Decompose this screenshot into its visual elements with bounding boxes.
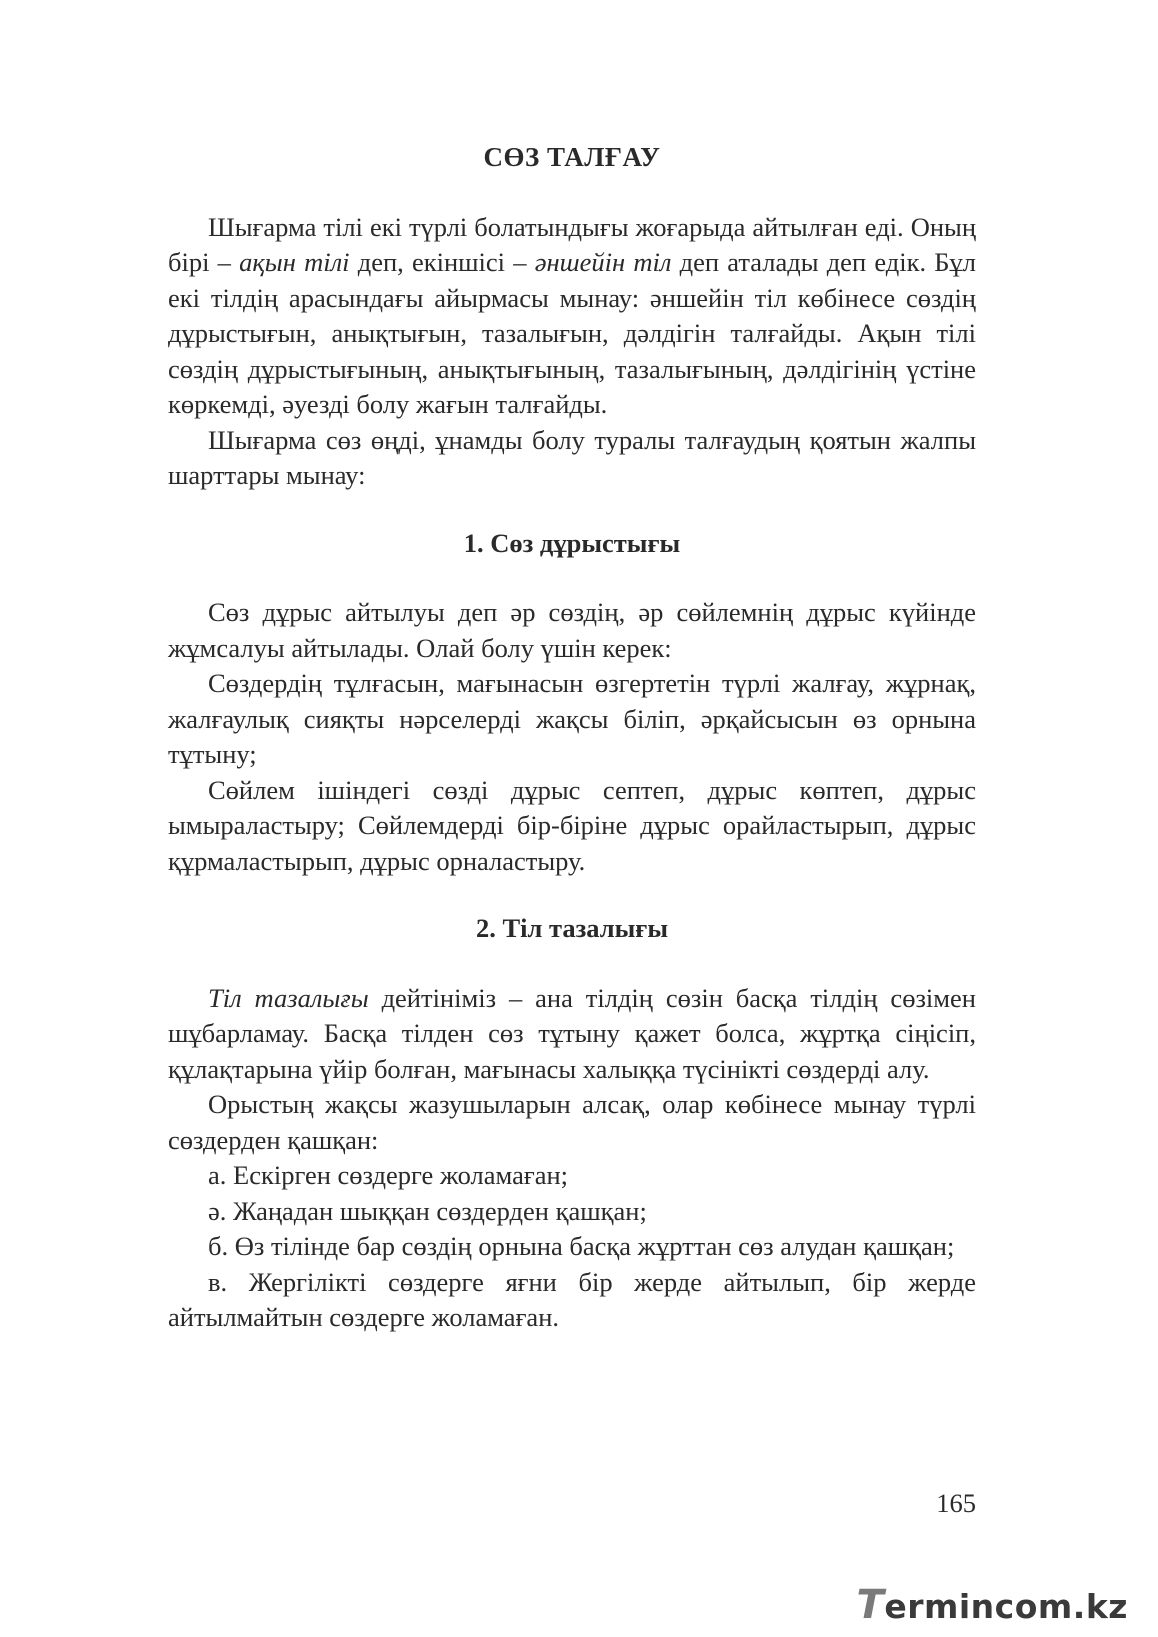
- italic-term: ақын тілі: [239, 247, 350, 277]
- text-run: Шығарма сөз өңді, ұнамды болу туралы талғаудың қоятын жалпы шарттары мынау:: [168, 424, 976, 490]
- section-heading-2: 2. Тіл тазалығы: [475, 913, 669, 943]
- section1-paragraph: Сөздердің тұлғасын, мағынасын өзгертетін түрлі жалғау, жұрнақ, жалғаулық сияқты нәрселерді жақсы біліп, әрқайсысын өз орнына тұтыну;: [168, 668, 976, 769]
- section2-paragraph: Орыстың жақсы жазушыларын алсақ, олар көбінесе мынау түрлі сөздерден қашқан:: [168, 1089, 976, 1155]
- watermark-end: m.kz: [1037, 1587, 1128, 1626]
- page-number: 165: [936, 1488, 976, 1518]
- text-run: дейтініміз – ана тілдің сөзін басқа тілдің сөзімен шұбарламау. Басқа тілден сөз тұтыну қажет болса, жұртқа сіңісіп, құлақтарына үйір болған, мағынасы халыққа түсінікті сөздерді алу.: [168, 982, 976, 1084]
- text-run: Шығарма тілі екі түрлі болатындығы жоғарыда айтылған еді. Оның бірі –: [168, 211, 976, 277]
- text-run: деп, екіншісі –: [349, 247, 535, 277]
- section2-paragraph: [168, 981, 976, 1088]
- section1-paragraph: Сөйлем ішіндегі сөзді дұрыс септеп, дұрыс көптеп, дұрыс ымыраластыру; Сөйлемдерді бір-біріне дұрыс орайластырып, дұрыс құрмаластырып, дұрыс орналастыру.: [168, 774, 976, 876]
- text-run: деп аталады деп едік. Бұл екі тілдің арасындағы айырмасы мынау: әншейін тіл көбінесе сөздің дұрыстығын, анықтығын, тазалығын, дәлдігін талғайды. Ақын тілі сөздің дұрыстығының, анықтығының, тазалығының, дәлдігінің үстіне көркемді, әуезді болу жағын талғайды.: [168, 247, 976, 419]
- page-text: [168, 140, 976, 1336]
- list-item: а. Ескірген сөздерге жоламаған;: [208, 1160, 569, 1190]
- list-item: ә. Жаңадан шыққан сөздерден қашқан;: [208, 1195, 647, 1226]
- intro-paragraph-2: [168, 423, 976, 494]
- watermark-o: o: [1014, 1587, 1038, 1626]
- watermark-text: erminc: [884, 1587, 1015, 1626]
- section1-paragraph: Сөз дұрыс айтылуы деп әр сөздің, әр сөйлемнің дұрыс күйінде жұмсалуы айтылады. Олай болу үшін керек:: [168, 597, 976, 663]
- intro-paragraph-1: [168, 210, 976, 423]
- italic-term: Тіл тазалығы: [208, 982, 369, 1013]
- section-heading-1: 1. Сөз дұрыстығы: [463, 527, 681, 558]
- page-title: СӨЗ ТАЛҒАУ: [483, 142, 661, 172]
- italic-term: әншейін тіл: [534, 247, 672, 277]
- watermark-t: T: [856, 1582, 885, 1628]
- watermark-logo: [857, 1582, 1128, 1628]
- list-item: б. Өз тілінде бар сөздің орнына басқа жұрттан сөз алудан қашқан;: [208, 1231, 955, 1261]
- list-item: в. Жергілікті сөздерге яғни бір жерде айтылып, бір жерде айтылмайтын сөздерге жоламаған.: [168, 1266, 976, 1332]
